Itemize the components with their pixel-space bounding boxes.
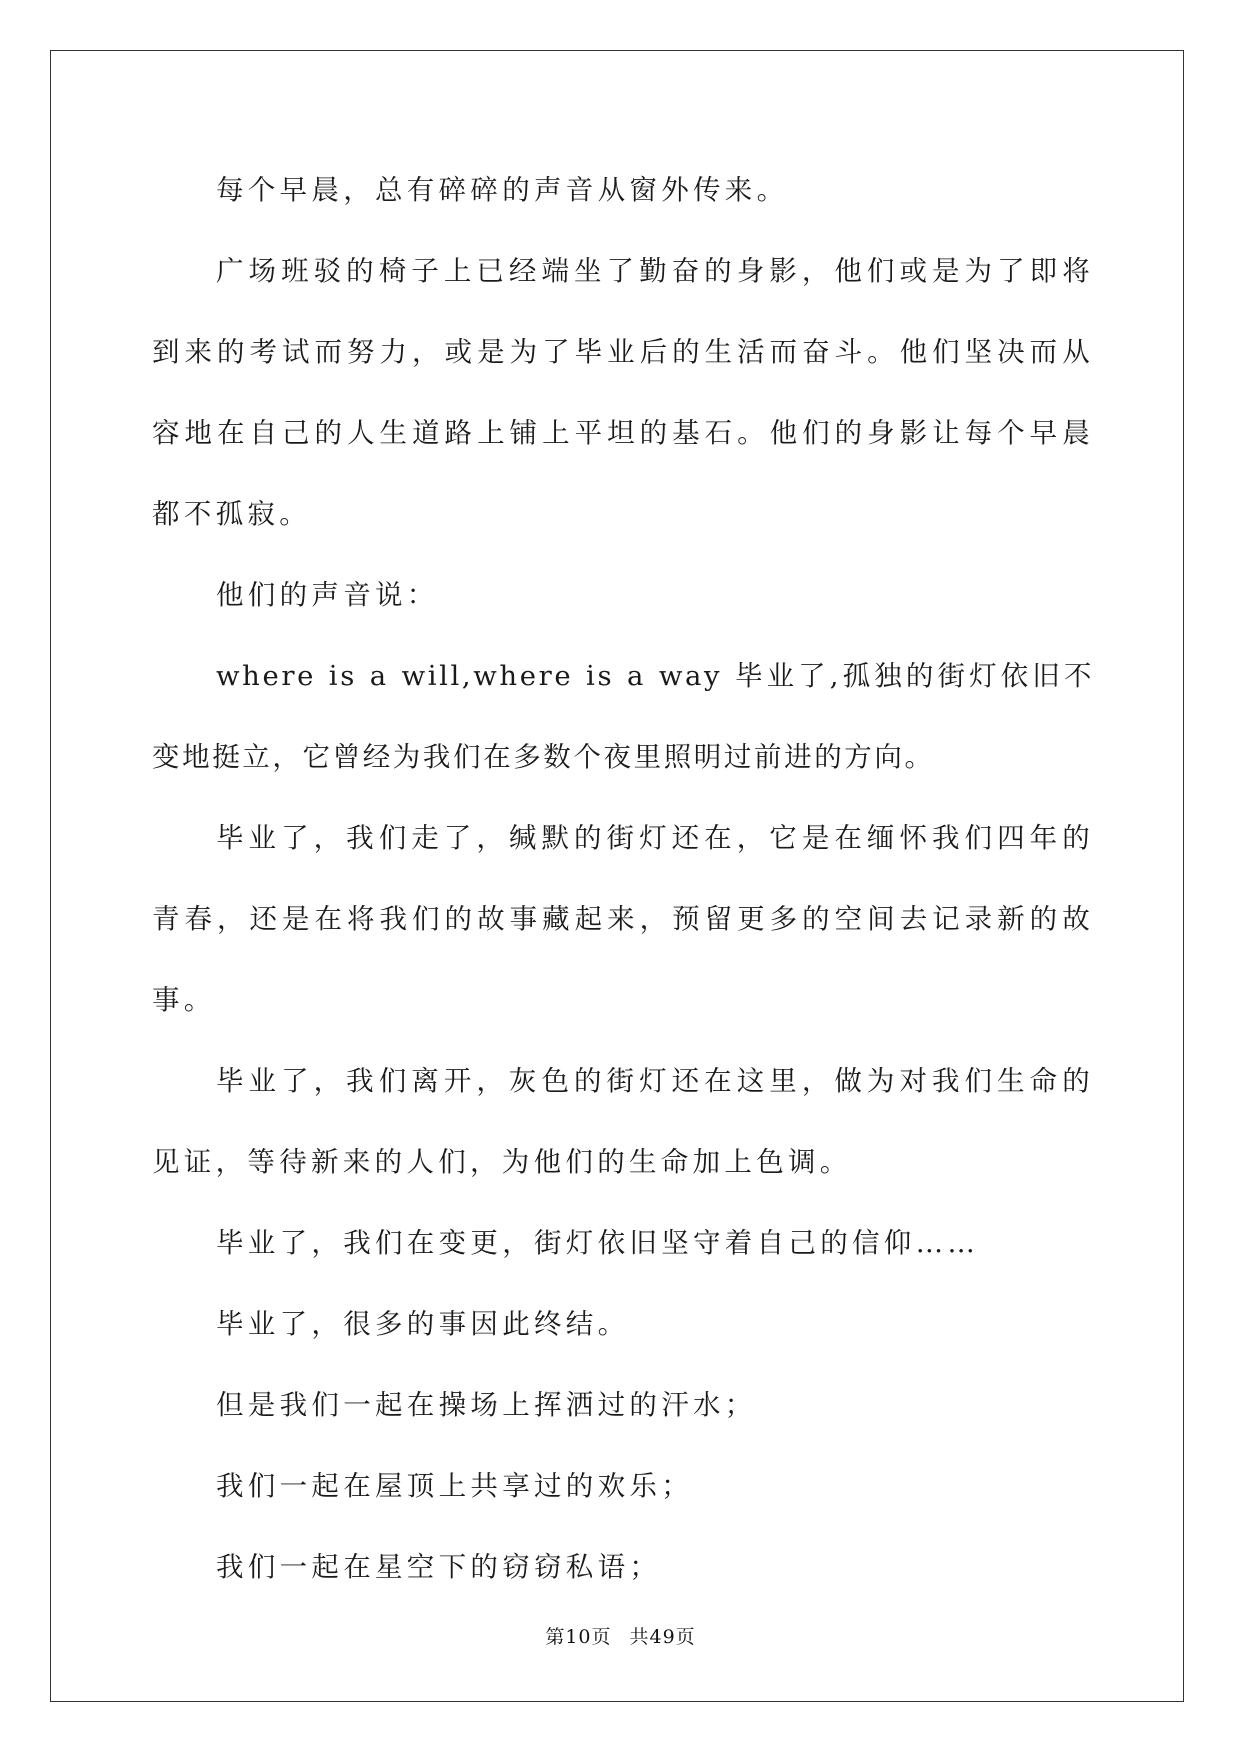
- page-footer: [0, 1622, 1241, 1649]
- page-total: 共49页: [629, 1626, 696, 1648]
- paragraph: 毕业了，我们在变更，街灯依旧坚守着自己的信仰……: [216, 1227, 980, 1259]
- paragraph: 我们一起在屋顶上共享过的欢乐；: [216, 1470, 693, 1502]
- paragraph: 我们一起在星空下的窃窃私语；: [216, 1551, 662, 1583]
- paragraph: 每个早晨，总有碎碎的声音从窗外传来。: [216, 174, 789, 206]
- paragraph: 广场班驳的椅子上已经端坐了勤奋的身影，他们或是为了即将到来的考试而努力，或是为了毕业后的生活而奋斗。他们坚决而从容地在自己的人生道路上铺上平坦的基石。他们的身影让每个早晨都不孤寂。: [152, 255, 1094, 530]
- document-body: [152, 150, 1094, 1608]
- paragraph: where is a will,where is a way 毕业了,孤独的街灯依旧不变地挺立，它曾经为我们在多数个夜里照明过前进的方向。: [152, 660, 1094, 773]
- paragraph: 毕业了，很多的事因此终结。: [216, 1308, 630, 1340]
- paragraph: 但是我们一起在操场上挥洒过的汗水；: [216, 1389, 757, 1421]
- paragraph: 毕业了，我们走了，缄默的街灯还在，它是在缅怀我们四年的青春，还是在将我们的故事藏起来，预留更多的空间去记录新的故事。: [152, 822, 1094, 1016]
- paragraph: 他们的声音说：: [216, 579, 439, 611]
- paragraph: 毕业了，我们离开，灰色的街灯还在这里，做为对我们生命的见证，等待新来的人们，为他们的生命加上色调。: [152, 1065, 1094, 1178]
- page-number: 第10页: [545, 1626, 612, 1648]
